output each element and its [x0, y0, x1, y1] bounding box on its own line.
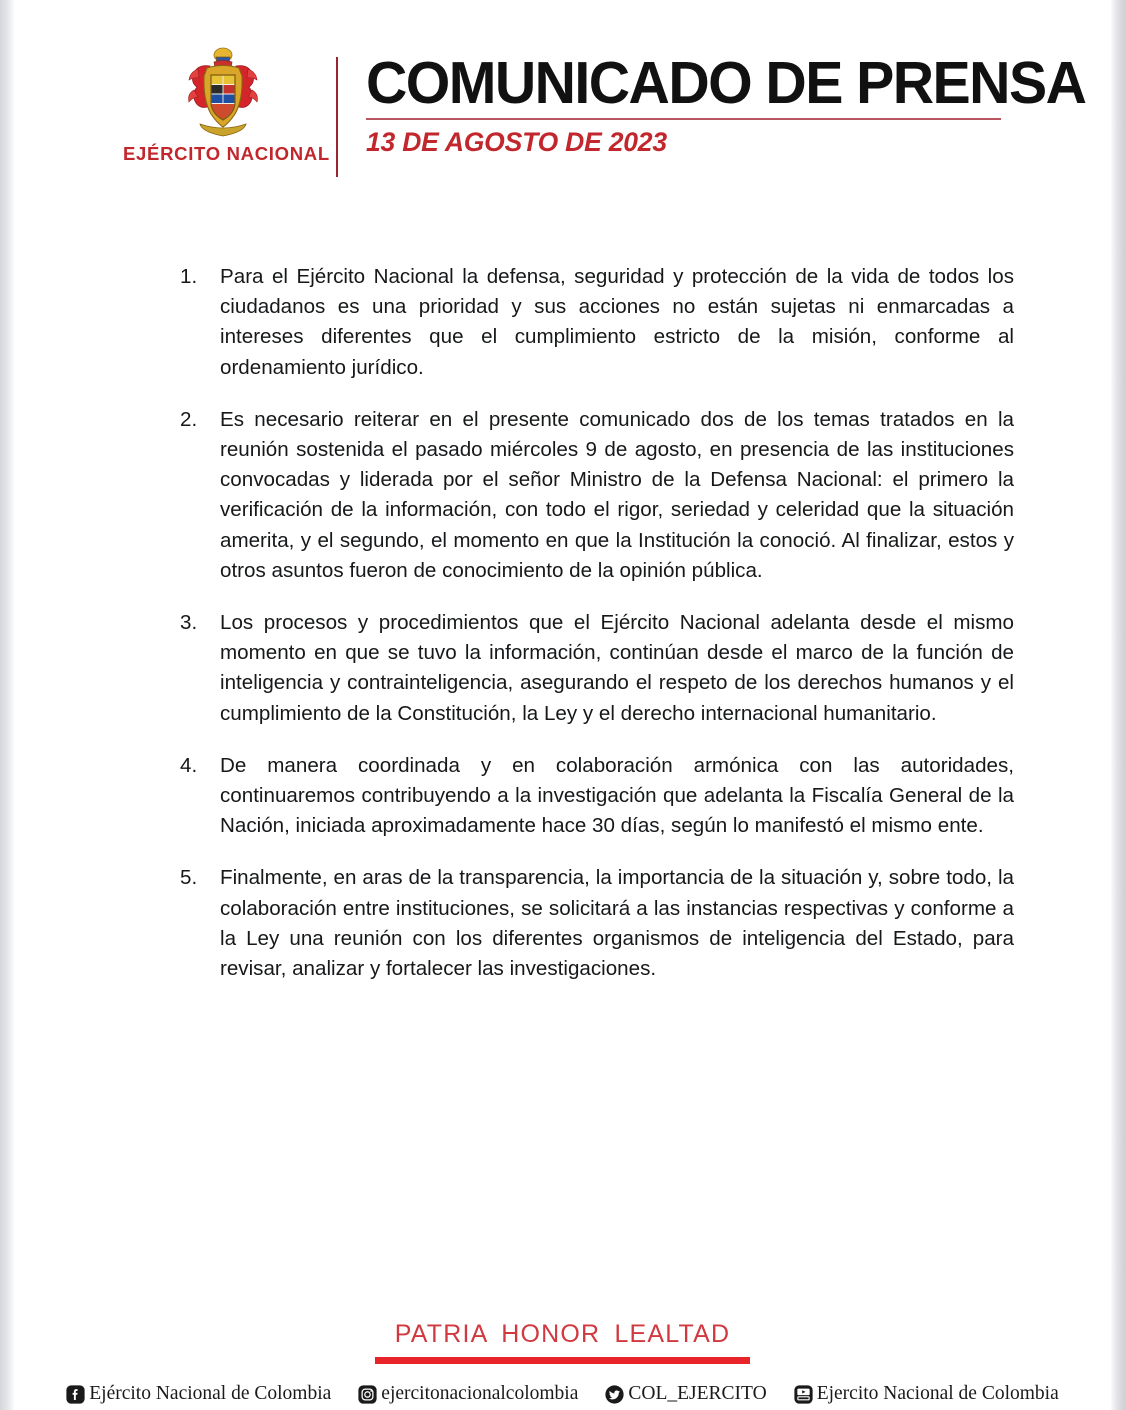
social-label: COL_EJERCITO	[628, 1383, 767, 1404]
clause-marker: 2.	[180, 407, 198, 431]
social-link-facebook[interactable]	[66, 1383, 331, 1405]
instagram-icon	[358, 1385, 377, 1404]
page-edge-shadow-left	[0, 0, 14, 1410]
motto-text: PATRIA HONOR LEALTAD	[394, 1320, 731, 1348]
brand-block	[123, 46, 330, 165]
social-link-youtube[interactable]	[794, 1383, 1059, 1405]
youtube-icon	[794, 1385, 813, 1404]
coat-of-arms-emblem	[180, 46, 266, 138]
document-body	[169, 262, 1014, 984]
clause-text: Los procesos y procedimientos que el Ejército Nacional adelanta desde el mismo momento en que se tuvo la información, continúan desde el marco de la función de inteligencia y contrainteligencia, asegurando el respeto de los derechos humanos y el cumplimiento de la Constitución, la Ley y el derecho internacional humanitario.	[220, 611, 1014, 725]
clause-item	[169, 608, 1014, 729]
brand-name: EJÉRCITO NACIONAL	[123, 143, 330, 164]
clause-text: Para el Ejército Nacional la defensa, seguridad y protección de la vida de todos los ciudadanos es una prioridad y sus acciones no están sujetas ni enmarcadas a intereses diferentes que el cumplimiento estricto de la misión, conforme al ordenamiento jurídico.	[220, 265, 1014, 379]
social-label: Ejército Nacional de Colombia	[89, 1383, 332, 1404]
document-date: 13 DE AGOSTO DE 2023	[366, 127, 667, 157]
motto-underline-rule	[375, 1357, 750, 1364]
header-vertical-divider	[336, 57, 338, 177]
document-header	[14, 0, 1111, 200]
document-page	[14, 0, 1111, 1410]
social-label: Ejercito Nacional de Colombia	[816, 1383, 1059, 1404]
twitter-icon	[605, 1385, 624, 1404]
title-block	[366, 50, 1086, 158]
clause-item	[169, 863, 1014, 984]
clause-marker: 5.	[180, 866, 198, 890]
clause-marker: 4.	[180, 753, 198, 777]
page-edge-shadow-right	[1111, 0, 1125, 1410]
document-footer	[14, 1320, 1111, 1405]
clause-marker: 1.	[180, 265, 198, 288]
facebook-icon	[66, 1385, 85, 1404]
title-underline-rule	[366, 118, 1001, 120]
clause-item	[169, 405, 1014, 586]
clause-marker: 3.	[180, 611, 198, 635]
clause-text: De manera coordinada y en colaboración armónica con las autoridades, continuaremos contribuyendo a la investigación que adelanta la Fiscalía General de la Nación, iniciada aproximadamente hace 30 días, según lo manifestó el mismo ente.	[220, 753, 1014, 838]
social-link-twitter[interactable]	[605, 1383, 766, 1405]
page-title: COMUNICADO DE PRENSA	[366, 50, 1086, 116]
clause-text: Finalmente, en aras de la transparencia, la importancia de la situación y, sobre todo, la colaboración entre instituciones, se solicitará a las instancias respectivas y conforme a la Ley una reunión con los diferentes organismos de inteligencia del Estado, para revisar, analizar y fortalecer las investigaciones.	[220, 866, 1014, 981]
social-links-row	[14, 1383, 1111, 1405]
clause-item	[169, 751, 1014, 842]
clause-text: Es necesario reiterar en el presente comunicado dos de los temas tratados en la reunión sostenida el pasado miércoles 9 de agosto, en presencia de las instituciones convocadas y liderada por el señor Ministro de la Defensa Nacional: el primero la verificación de la información, con todo el rigor, seriedad y celeridad que la situación amerita, y el segundo, el momento en que la Institución la conoció. Al finalizar, estos y otros asuntos fueron de conocimiento de la opinión pública.	[220, 407, 1014, 582]
clause-item	[169, 262, 1014, 383]
social-link-instagram[interactable]	[358, 1383, 578, 1405]
social-label: ejercitonacionalcolombia	[381, 1383, 579, 1404]
clause-list	[169, 262, 1014, 984]
